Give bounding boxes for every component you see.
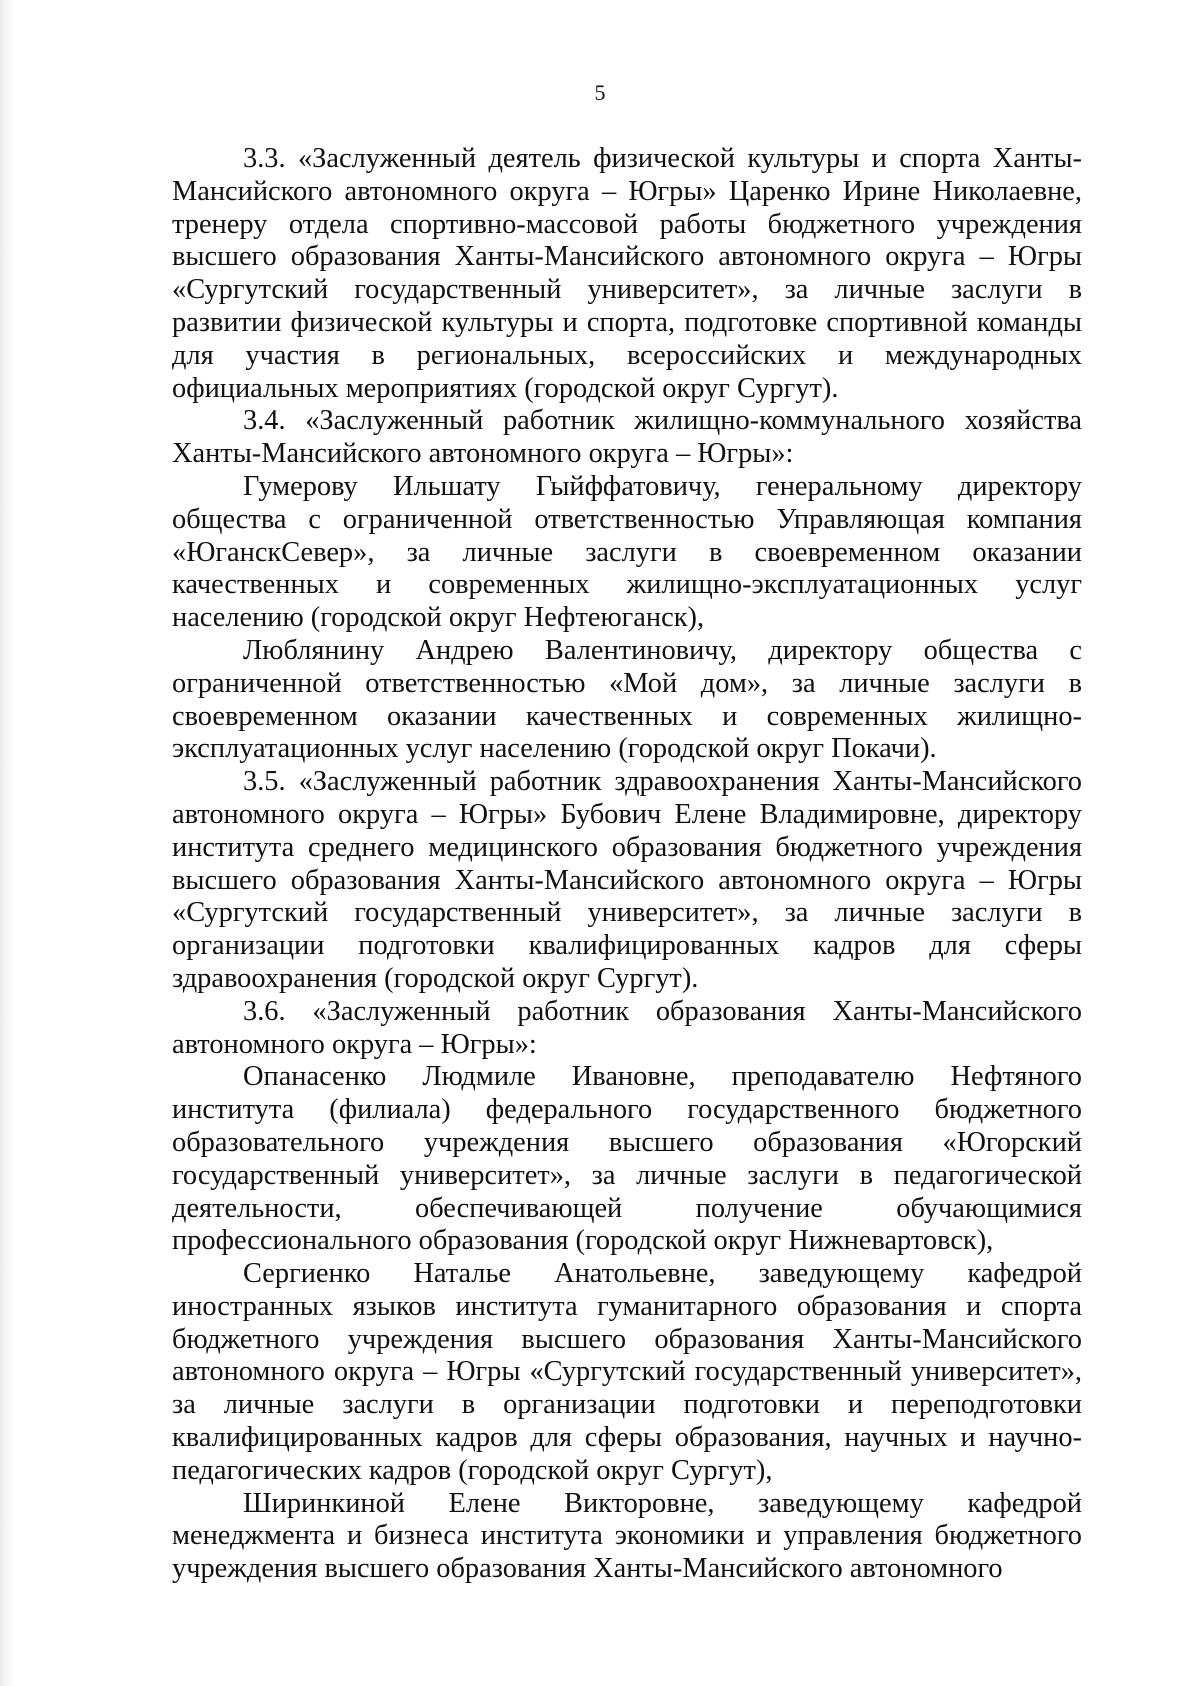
document-body [172, 143, 1082, 1586]
scan-edge-shadow [0, 0, 14, 1686]
paragraph-3-5: 3.5. «Заслуженный работник здравоохранения Ханты-Мансийского автономного округа – Югры» Бубович Елене Владимировне, директору института среднего медицинского образования бюджетного учреждения высшего образования Ханты-Мансийского автономного округа – Югры «Сургутский государственный университет», за личные заслуги в организации подготовки квалифицированных кадров для сферы здравоохранения (городской округ Сургут). [172, 766, 1082, 994]
paragraph-3-3: 3.3. «Заслуженный деятель физической культуры и спорта Ханты-Мансийского автономного округа – Югры» Царенко Ирине Николаевне, тренеру отдела спортивно-массовой работы бюджетного учреждения высшего образования Ханты-Мансийского автономного округа – Югры «Сургутский государственный университет», за личные заслуги в развитии физической культуры и спорта, подготовке спортивной команды для участия в региональных, всероссийских и международных официальных мероприятиях (городской округ Сургут). [172, 143, 1082, 404]
paragraph-gumerov: Гумерову Ильшату Гыйффатовичу, генеральному директору общества с ограниченной ответственностью Управляющая компания «ЮганскСевер», за личные заслуги в своевременном оказании качественных и современных жилищно-эксплуатационных услуг населению (городской округ Нефтеюганск), [172, 470, 1082, 634]
page-number: 5 [594, 80, 606, 105]
paragraph-opanasenko: Опанасенко Людмиле Ивановне, преподавателю Нефтяного института (филиала) федерального государственного бюджетного образовательного учреждения высшего образования «Югорский государственный университет», за личные заслуги в педагогической деятельности, обеспечивающей получение обучающимися профессионального образования (городской округ Нижневартовск), [172, 1061, 1082, 1257]
paragraph-3-6-heading: 3.6. «Заслуженный работник образования Ханты-Мансийского автономного округа – Югры»: [172, 995, 1082, 1060]
paragraph-sergienko: Сергиенко Наталье Анатольевне, заведующему кафедрой иностранных языков института гуманитарного образования и спорта бюджетного учреждения высшего образования Ханты-Мансийского автономного округа – Югры «Сургутский государственный университет», за личные заслуги в организации подготовки и переподготовки квалифицированных кадров для сферы образования, научных и научно-педагогических кадров (городской округ Сургут), [172, 1258, 1082, 1486]
paragraph-lyublyanin: Люблянину Андрею Валентиновичу, директору общества с ограниченной ответственностью «Мой дом», за личные заслуги в своевременном оказании качественных и современных жилищно-эксплуатационных услуг населению (городской округ Покачи). [172, 634, 1082, 765]
paragraph-shirinkina: Ширинкиной Елене Викторовне, заведующему кафедрой менеджмента и бизнеса института экономики и управления бюджетного учреждения высшего образования Ханты-Мансийского автономного [172, 1487, 1082, 1585]
paragraph-3-4-heading: 3.4. «Заслуженный работник жилищно-коммунального хозяйства Ханты-Мансийского автономного округа – Югры»: [172, 405, 1082, 470]
